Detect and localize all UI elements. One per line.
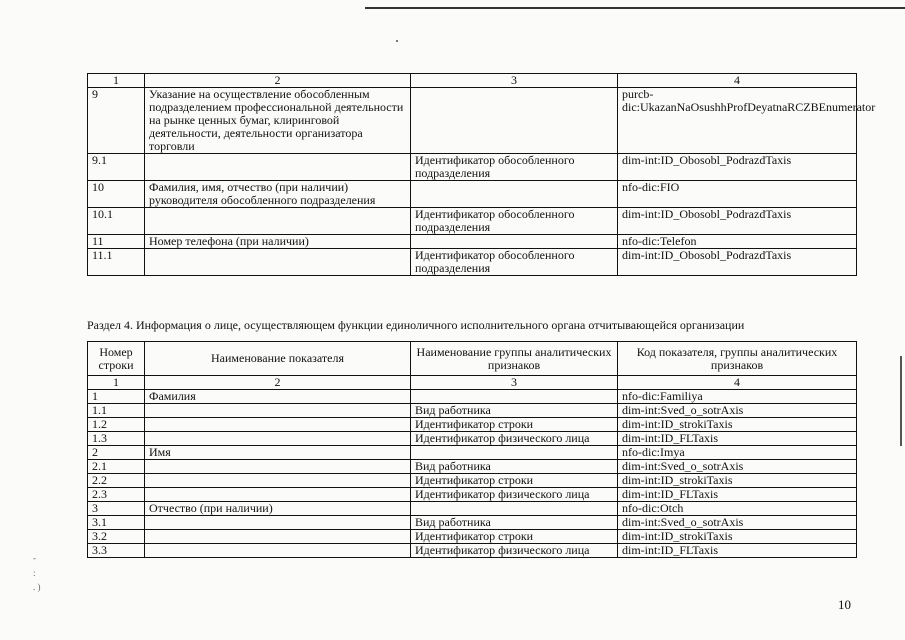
indicator-name-cell: [145, 530, 411, 544]
scan-speck: [396, 40, 398, 42]
page-number: 10: [838, 597, 851, 612]
group-name-cell: [411, 235, 618, 249]
header-row-number: Номер строки: [88, 342, 145, 376]
code-cell: dim-int:Sved_o_sotrAxis: [618, 516, 857, 530]
code-cell: purcb-dic:UkazanNaOsushhProfDeyatnaRCZBEnumerator: [618, 88, 857, 154]
indicator-name-cell: Номер телефона (при наличии): [145, 235, 411, 249]
table-row: [88, 390, 857, 404]
group-name-cell: [411, 390, 618, 404]
column-number-row: [88, 74, 857, 88]
indicator-name-cell: [145, 488, 411, 502]
row-number-cell: 3: [88, 502, 145, 516]
group-name-cell: Идентификатор строки: [411, 530, 618, 544]
indicator-name-cell: [145, 516, 411, 530]
group-name-cell: [411, 446, 618, 460]
row-number-cell: 10: [88, 181, 145, 208]
group-name-cell: Идентификатор физического лица: [411, 544, 618, 558]
code-cell: dim-int:ID_FLTaxis: [618, 432, 857, 446]
col-num-1: 1: [88, 74, 145, 88]
col-num-4: 4: [618, 376, 857, 390]
table-row: [88, 474, 857, 488]
indicator-name-cell: Фамилия: [145, 390, 411, 404]
row-number-cell: 2.3: [88, 488, 145, 502]
code-cell: dim-int:Sved_o_sotrAxis: [618, 460, 857, 474]
table-row: [88, 488, 857, 502]
code-cell: dim-int:ID_Obosobl_PodrazdTaxis: [618, 154, 857, 181]
margin-mark: :: [33, 568, 36, 578]
indicator-name-cell: [145, 154, 411, 181]
row-number-cell: 9.1: [88, 154, 145, 181]
row-number-cell: 1: [88, 390, 145, 404]
indicator-name-cell: Указание на осуществление обособленным подразделением профессиональной деятельности на рынке ценных бумаг, клиринговой деятельности, деятельности организатора торговли: [145, 88, 411, 154]
row-number-cell: 2.2: [88, 474, 145, 488]
group-name-cell: [411, 502, 618, 516]
code-cell: dim-int:ID_Obosobl_PodrazdTaxis: [618, 208, 857, 235]
column-number-row: [88, 376, 857, 390]
indicator-name-cell: [145, 460, 411, 474]
code-cell: dim-int:ID_strokiTaxis: [618, 474, 857, 488]
header-indicator-name: Наименование показателя: [145, 342, 411, 376]
header-row: [88, 342, 857, 376]
indicator-name-cell: [145, 432, 411, 446]
code-cell: dim-int:ID_strokiTaxis: [618, 530, 857, 544]
row-number-cell: 3.2: [88, 530, 145, 544]
code-cell: dim-int:ID_Obosobl_PodrazdTaxis: [618, 249, 857, 276]
indicator-name-cell: [145, 208, 411, 235]
code-cell: nfo-dic:Imya: [618, 446, 857, 460]
table-row: [88, 154, 857, 181]
row-number-cell: 3.1: [88, 516, 145, 530]
row-number-cell: 2: [88, 446, 145, 460]
row-number-cell: 11.1: [88, 249, 145, 276]
row-number-cell: 10.1: [88, 208, 145, 235]
code-cell: nfo-dic:Familiya: [618, 390, 857, 404]
scan-edge-line: [900, 356, 902, 446]
code-cell: dim-int:ID_FLTaxis: [618, 544, 857, 558]
indicator-name-cell: Отчество (при наличии): [145, 502, 411, 516]
table-row: [88, 418, 857, 432]
group-name-cell: Вид работника: [411, 460, 618, 474]
row-number-cell: 9: [88, 88, 145, 154]
indicator-name-cell: [145, 544, 411, 558]
table-row: [88, 404, 857, 418]
col-num-1: 1: [88, 376, 145, 390]
indicator-name-cell: [145, 474, 411, 488]
table-row: [88, 446, 857, 460]
top-rule: [365, 7, 905, 9]
table-row: [88, 432, 857, 446]
code-cell: dim-int:ID_FLTaxis: [618, 488, 857, 502]
col-num-2: 2: [145, 376, 411, 390]
indicator-name-cell: [145, 249, 411, 276]
table-row: [88, 235, 857, 249]
indicator-name-cell: Имя: [145, 446, 411, 460]
group-name-cell: [411, 181, 618, 208]
row-number-cell: 1.2: [88, 418, 145, 432]
section-4-title: Раздел 4. Информация о лице, осуществляющем функции единоличного исполнительного органа отчитывающейся организации: [87, 318, 745, 332]
code-cell: nfo-dic:Telefon: [618, 235, 857, 249]
table-row: [88, 530, 857, 544]
group-name-cell: Идентификатор строки: [411, 418, 618, 432]
indicator-name-cell: Фамилия, имя, отчество (при наличии) руководителя обособленного подразделения: [145, 181, 411, 208]
indicators-table-continued: [87, 73, 876, 276]
indicator-name-cell: [145, 418, 411, 432]
table-row: [88, 502, 857, 516]
group-name-cell: Идентификатор строки: [411, 474, 618, 488]
group-name-cell: Идентификатор обособленного подразделения: [411, 208, 618, 235]
group-name-cell: Идентификатор обособленного подразделения: [411, 249, 618, 276]
code-cell: dim-int:Sved_o_sotrAxis: [618, 404, 857, 418]
row-number-cell: 2.1: [88, 460, 145, 474]
margin-mark: . ): [33, 582, 41, 592]
header-group-name: Наименование группы аналитических признаков: [411, 342, 618, 376]
col-num-3: 3: [411, 376, 618, 390]
margin-mark: -: [33, 553, 36, 563]
group-name-cell: Идентификатор физического лица: [411, 488, 618, 502]
table-row: [88, 208, 857, 235]
group-name-cell: Идентификатор обособленного подразделения: [411, 154, 618, 181]
row-number-cell: 1.3: [88, 432, 145, 446]
group-name-cell: Идентификатор физического лица: [411, 432, 618, 446]
row-number-cell: 1.1: [88, 404, 145, 418]
group-name-cell: [411, 88, 618, 154]
section-4-table: [87, 341, 857, 558]
table-row: [88, 181, 857, 208]
col-num-2: 2: [145, 74, 411, 88]
table-row: [88, 544, 857, 558]
row-number-cell: 3.3: [88, 544, 145, 558]
code-cell: nfo-dic:FIO: [618, 181, 857, 208]
row-number-cell: 11: [88, 235, 145, 249]
code-cell: nfo-dic:Otch: [618, 502, 857, 516]
code-cell: dim-int:ID_strokiTaxis: [618, 418, 857, 432]
group-name-cell: Вид работника: [411, 516, 618, 530]
indicator-name-cell: [145, 404, 411, 418]
col-num-4: 4: [618, 74, 857, 88]
col-num-3: 3: [411, 74, 618, 88]
table-row: [88, 516, 857, 530]
table-row: [88, 460, 857, 474]
table-row: [88, 249, 857, 276]
table-row: [88, 88, 857, 154]
header-code: Код показателя, группы аналитических признаков: [618, 342, 857, 376]
group-name-cell: Вид работника: [411, 404, 618, 418]
